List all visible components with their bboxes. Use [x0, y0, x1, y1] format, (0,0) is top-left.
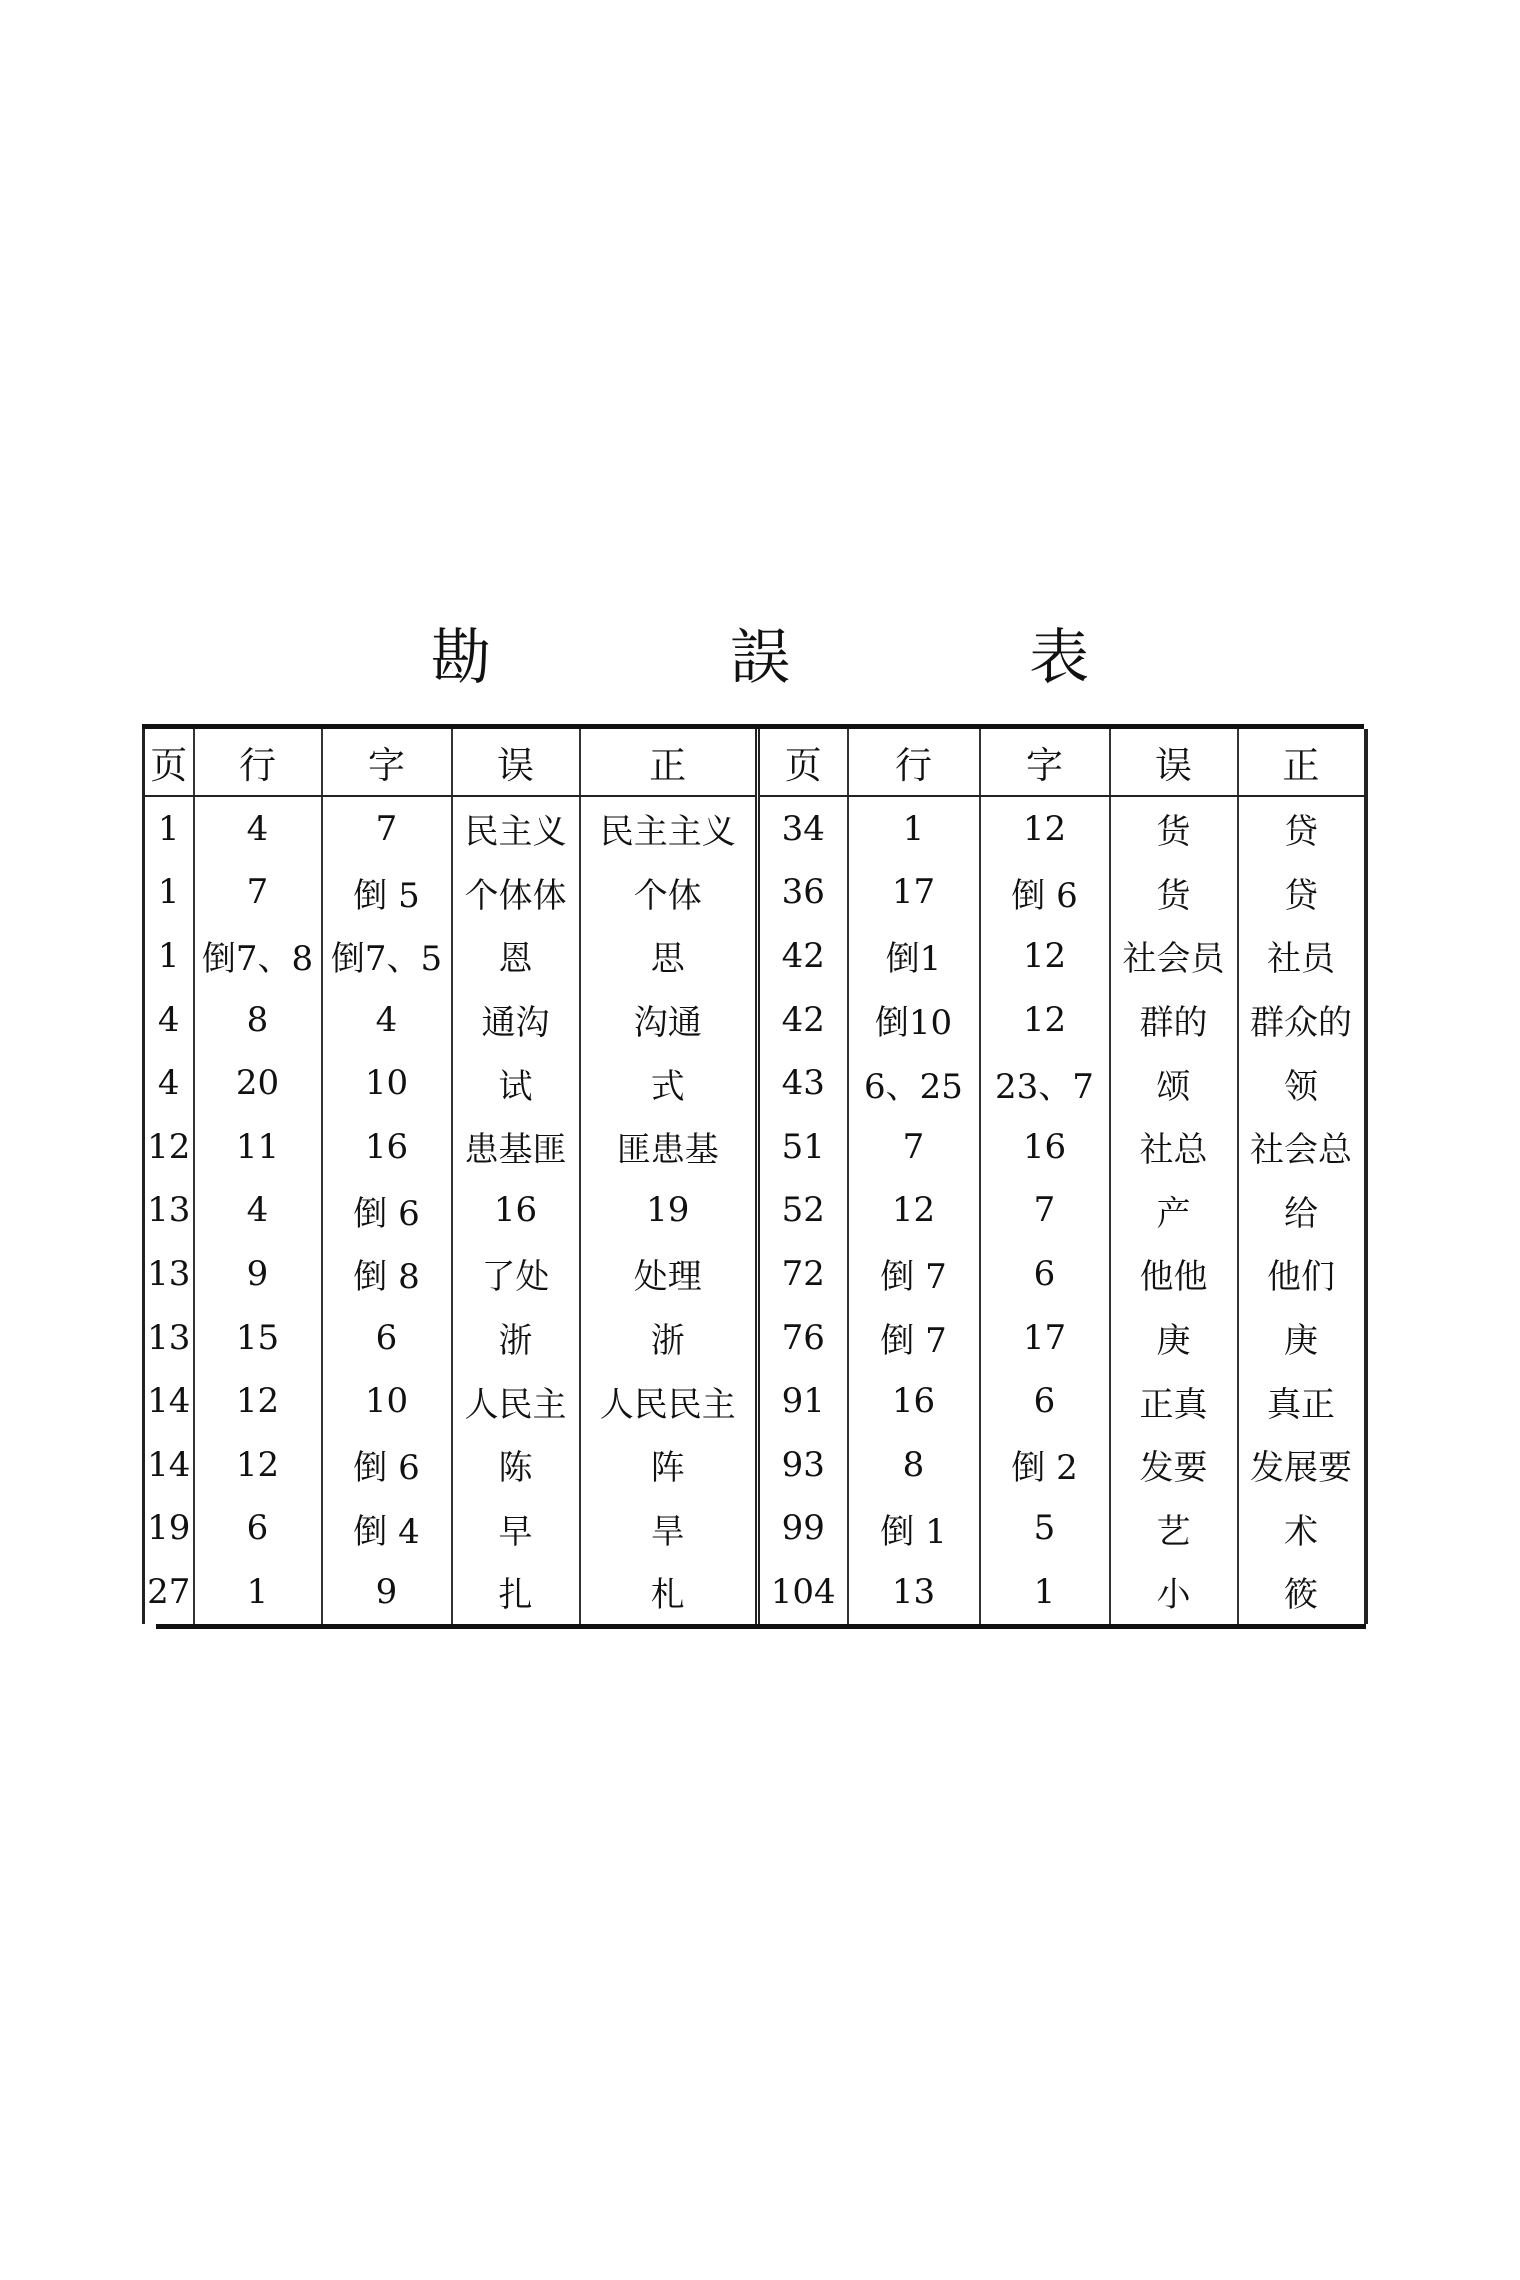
correct-cell: 19	[580, 1179, 758, 1243]
error-cell: 通沟	[452, 988, 580, 1052]
line-cell: 倒 1	[848, 1497, 980, 1561]
error-cell: 货	[1110, 796, 1238, 861]
char-cell: 倒 6	[322, 1179, 452, 1243]
char-cell: 6	[322, 1306, 452, 1370]
line-cell: 12	[194, 1433, 322, 1497]
char-cell: 6	[980, 1369, 1110, 1433]
correct-cell: 式	[580, 1051, 758, 1115]
char-cell: 10	[322, 1051, 452, 1115]
correct-cell: 人民民主	[580, 1369, 758, 1433]
error-cell: 人民主	[452, 1369, 580, 1433]
header-error-2: 误	[1110, 729, 1238, 796]
char-cell: 5	[980, 1497, 1110, 1561]
char-cell: 倒 5	[322, 861, 452, 925]
error-cell: 货	[1110, 861, 1238, 925]
table-row	[144, 796, 1366, 861]
correct-cell: 贷	[1238, 796, 1366, 861]
correct-cell: 浙	[580, 1306, 758, 1370]
page-cell: 104	[758, 1560, 848, 1624]
line-cell: 8	[194, 988, 322, 1052]
line-cell: 6	[194, 1497, 322, 1561]
page-cell: 36	[758, 861, 848, 925]
correct-cell: 发展要	[1238, 1433, 1366, 1497]
correct-cell: 社会总	[1238, 1115, 1366, 1179]
line-cell: 11	[194, 1115, 322, 1179]
line-cell: 6、25	[848, 1051, 980, 1115]
page-cell: 1	[144, 796, 194, 861]
char-cell: 16	[980, 1115, 1110, 1179]
page-cell: 76	[758, 1306, 848, 1370]
header-char-2: 字	[980, 729, 1110, 796]
correct-cell: 术	[1238, 1497, 1366, 1561]
correct-cell: 社员	[1238, 924, 1366, 988]
char-cell: 1	[980, 1560, 1110, 1624]
line-cell: 16	[848, 1369, 980, 1433]
error-cell: 小	[1110, 1560, 1238, 1624]
line-cell: 4	[194, 796, 322, 861]
table-row	[144, 988, 1366, 1052]
line-cell: 4	[194, 1179, 322, 1243]
line-cell: 倒1	[848, 924, 980, 988]
char-cell: 倒 4	[322, 1497, 452, 1561]
char-cell: 10	[322, 1369, 452, 1433]
page-cell: 43	[758, 1051, 848, 1115]
correct-cell: 真正	[1238, 1369, 1366, 1433]
page-cell: 52	[758, 1179, 848, 1243]
line-cell: 倒7、8	[194, 924, 322, 988]
error-cell: 艺	[1110, 1497, 1238, 1561]
page-cell: 19	[144, 1497, 194, 1561]
correct-cell: 庚	[1238, 1306, 1366, 1370]
char-cell: 9	[322, 1560, 452, 1624]
page-cell: 14	[144, 1433, 194, 1497]
char-cell: 23、7	[980, 1051, 1110, 1115]
error-cell: 患基匪	[452, 1115, 580, 1179]
page-cell: 34	[758, 796, 848, 861]
correct-cell: 个体	[580, 861, 758, 925]
line-cell: 倒 7	[848, 1306, 980, 1370]
char-cell: 12	[980, 796, 1110, 861]
char-cell: 12	[980, 924, 1110, 988]
header-page-2: 页	[758, 729, 848, 796]
header-correct-2: 正	[1238, 729, 1366, 796]
correct-cell: 思	[580, 924, 758, 988]
char-cell: 倒 6	[322, 1433, 452, 1497]
page-cell: 42	[758, 988, 848, 1052]
line-cell: 12	[848, 1179, 980, 1243]
table-row	[144, 1497, 1366, 1561]
char-cell: 倒7、5	[322, 924, 452, 988]
table-row	[144, 1242, 1366, 1306]
correct-cell: 匪患基	[580, 1115, 758, 1179]
error-cell: 群的	[1110, 988, 1238, 1052]
char-cell: 倒 6	[980, 861, 1110, 925]
char-cell: 7	[322, 796, 452, 861]
error-cell: 扎	[452, 1560, 580, 1624]
char-cell: 7	[980, 1179, 1110, 1243]
error-cell: 民主义	[452, 796, 580, 861]
error-cell: 早	[452, 1497, 580, 1561]
page-cell: 51	[758, 1115, 848, 1179]
table-row	[144, 1560, 1366, 1624]
correct-cell: 给	[1238, 1179, 1366, 1243]
error-cell: 陈	[452, 1433, 580, 1497]
table-row	[144, 1306, 1366, 1370]
bottom-rule	[156, 1624, 1366, 1629]
table-row	[144, 924, 1366, 988]
correct-cell: 民主主义	[580, 796, 758, 861]
correct-cell: 领	[1238, 1051, 1366, 1115]
header-line-1: 行	[194, 729, 322, 796]
error-cell: 个体体	[452, 861, 580, 925]
header-line-2: 行	[848, 729, 980, 796]
error-cell: 浙	[452, 1306, 580, 1370]
line-cell: 20	[194, 1051, 322, 1115]
table-row	[144, 861, 1366, 925]
line-cell: 1	[848, 796, 980, 861]
correct-cell: 旱	[580, 1497, 758, 1561]
line-cell: 7	[194, 861, 322, 925]
correct-cell: 群众的	[1238, 988, 1366, 1052]
error-cell: 颂	[1110, 1051, 1238, 1115]
error-cell: 了处	[452, 1242, 580, 1306]
char-cell: 16	[322, 1115, 452, 1179]
page-cell: 13	[144, 1306, 194, 1370]
error-cell: 试	[452, 1051, 580, 1115]
page-cell: 99	[758, 1497, 848, 1561]
error-cell: 社会员	[1110, 924, 1238, 988]
error-cell: 恩	[452, 924, 580, 988]
table-row	[144, 1179, 1366, 1243]
line-cell: 8	[848, 1433, 980, 1497]
error-cell: 16	[452, 1179, 580, 1243]
char-cell: 倒 8	[322, 1242, 452, 1306]
header-correct-1: 正	[580, 729, 758, 796]
errata-title: 勘 誤 表	[430, 623, 1200, 693]
error-cell: 正真	[1110, 1369, 1238, 1433]
page-cell: 72	[758, 1242, 848, 1306]
page-cell: 1	[144, 861, 194, 925]
error-cell: 庚	[1110, 1306, 1238, 1370]
page-cell: 13	[144, 1179, 194, 1243]
page-cell: 12	[144, 1115, 194, 1179]
char-cell: 倒 2	[980, 1433, 1110, 1497]
errata-body	[144, 796, 1366, 1624]
line-cell: 倒 7	[848, 1242, 980, 1306]
table-row	[144, 1051, 1366, 1115]
error-cell: 社总	[1110, 1115, 1238, 1179]
correct-cell: 筱	[1238, 1560, 1366, 1624]
line-cell: 9	[194, 1242, 322, 1306]
table-row	[144, 1433, 1366, 1497]
correct-cell: 阵	[580, 1433, 758, 1497]
page-cell: 4	[144, 1051, 194, 1115]
page-cell: 13	[144, 1242, 194, 1306]
line-cell: 12	[194, 1369, 322, 1433]
header-page-1: 页	[144, 729, 194, 796]
header-row	[144, 729, 1366, 796]
table-row	[144, 1115, 1366, 1179]
error-cell: 发要	[1110, 1433, 1238, 1497]
errata-table	[142, 729, 1368, 1624]
page-cell: 4	[144, 988, 194, 1052]
char-cell: 17	[980, 1306, 1110, 1370]
error-cell: 产	[1110, 1179, 1238, 1243]
correct-cell: 札	[580, 1560, 758, 1624]
char-cell: 4	[322, 988, 452, 1052]
line-cell: 15	[194, 1306, 322, 1370]
page-cell: 27	[144, 1560, 194, 1624]
page-cell: 93	[758, 1433, 848, 1497]
char-cell: 12	[980, 988, 1110, 1052]
line-cell: 13	[848, 1560, 980, 1624]
header-char-1: 字	[322, 729, 452, 796]
page-cell: 1	[144, 924, 194, 988]
correct-cell: 他们	[1238, 1242, 1366, 1306]
char-cell: 6	[980, 1242, 1110, 1306]
header-error-1: 误	[452, 729, 580, 796]
page-cell: 42	[758, 924, 848, 988]
line-cell: 倒10	[848, 988, 980, 1052]
correct-cell: 贷	[1238, 861, 1366, 925]
line-cell: 1	[194, 1560, 322, 1624]
page-cell: 14	[144, 1369, 194, 1433]
table-row	[144, 1369, 1366, 1433]
correct-cell: 处理	[580, 1242, 758, 1306]
line-cell: 17	[848, 861, 980, 925]
correct-cell: 沟通	[580, 988, 758, 1052]
error-cell: 他他	[1110, 1242, 1238, 1306]
line-cell: 7	[848, 1115, 980, 1179]
page-cell: 91	[758, 1369, 848, 1433]
